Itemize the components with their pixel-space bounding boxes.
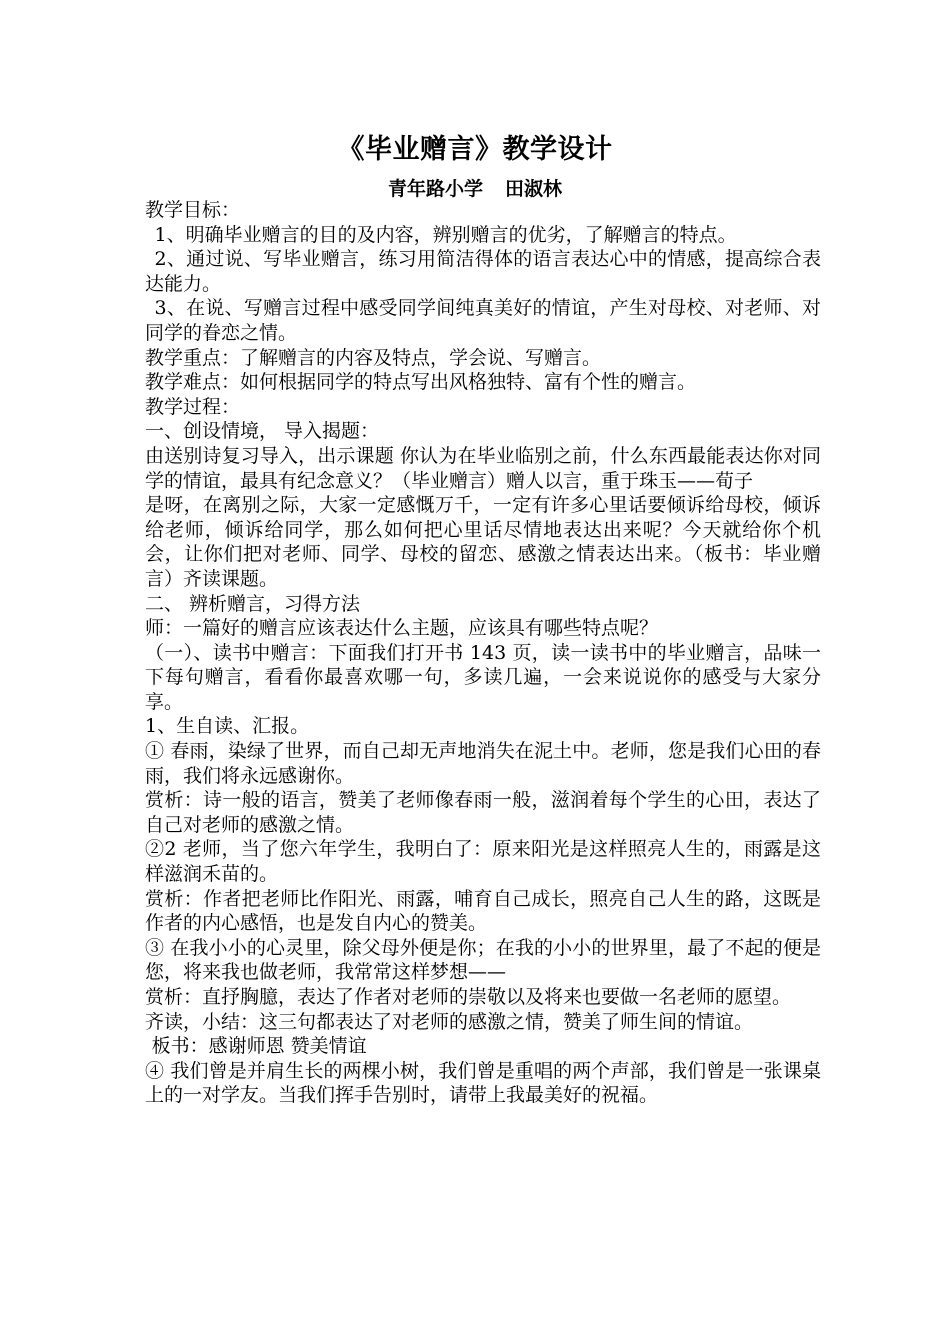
step-heading: 一、创设情境， 导入揭题： [145,420,380,443]
school-name: 青年路小学 [387,178,483,200]
quote-item: ②2 老师，当了您六年学生，我明白了：原来阳光是这样照亮人生的，雨露是这样滋润禾苗的。 [145,838,821,886]
document-title: 《毕业赠言》教学设计 [337,134,613,165]
appreciation: 赏析：作者把老师比作阳光、雨露，哺育自己成长，照亮自己人生的路，这既是作者的内心感悟，也是发自内心的赞美。 [145,887,821,935]
quote-item: ① 春雨，染绿了世界，而自己却无声地消失在泥土中。老师，您是我们心田的春雨，我们将永远感谢你。 [145,740,821,787]
goal-item: 2、通过说、写毕业赠言，练习用简洁得体的语言表达心中的情感，提高综合表达能力。 [145,248,821,295]
paragraph: 师：一篇好的赠言应该表达什么主题，应该具有哪些特点呢？ [145,617,659,640]
paragraph: 是呀，在离别之际，大家一定感慨万千，一定有许多心里话要倾诉给母校，倾诉给老师，倾诉给同学，那么如何把心里话尽情地表达出来呢？今天就给你个机会，让你们把对老师、同学、母校的留恋、感激之情表达出来。（板书：毕业赠言）齐读课题。 [145,494,821,590]
author-name: 田淑林 [505,178,563,200]
difficulty-point: 教学难点：如何根据同学的特点写出风格独特、富有个性的赠言。 [145,371,697,394]
quote-item: ④ 我们曾是并肩生长的两棵小树，我们曾是重唱的两个声部，我们曾是一张课桌上的一对学友。当我们挥手告别时，请带上我最美好的祝福。 [145,1059,821,1107]
document-body [145,198,821,1108]
section-heading-goals: 教学目标： [145,199,241,221]
paragraph: 1、生自读、汇报。 [145,715,310,738]
appreciation: 赏析：直抒胸臆，表达了作者对老师的崇敬以及将来也要做一名老师的愿望。 [145,986,792,1008]
summary: 齐读，小结：这三句都表达了对老师的感激之情，赞美了师生间的情谊。 [145,1010,754,1033]
step-heading: 二、 辨析赠言，习得方法 [145,592,361,615]
appreciation: 赏析：诗一般的语言，赞美了老师像春雨一般，滋润着每个学生的心田，表达了自己对老师的感激之情。 [145,789,821,836]
quote-item: ③ 在我小小的心灵里，除父母外便是你；在我的小小的世界里，最了不起的便是您，将来我也做老师，我常常这样梦想—— [145,936,821,984]
paragraph: （一）、读书中赠言：下面我们打开书 143 页，读一读书中的毕业赠言，品味一下每句赠言，看看你最喜欢哪一句，多读几遍，一会来说说你的感受与大家分享。 [145,641,821,713]
board-note: 板书：感谢师恩 赞美情谊 [151,1035,367,1058]
key-point: 教学重点：了解赠言的内容及特点，学会说、写赠言。 [145,346,602,369]
paragraph: 由送别诗复习导入，出示课题 你认为在毕业临别之前，什么东西最能表达你对同学的情谊，最具有纪念意义？（毕业赠言）赠人以言，重于珠玉——荀子 [145,444,821,492]
goal-item: 3、在说、写赠言过程中感受同学间纯真美好的情谊，产生对母校、对老师、对同学的眷恋之情。 [145,297,821,344]
goal-item: 1、明确毕业赠言的目的及内容，辨别赠言的优劣，了解赠言的特点。 [154,223,737,246]
section-heading-process: 教学过程： [145,395,241,418]
